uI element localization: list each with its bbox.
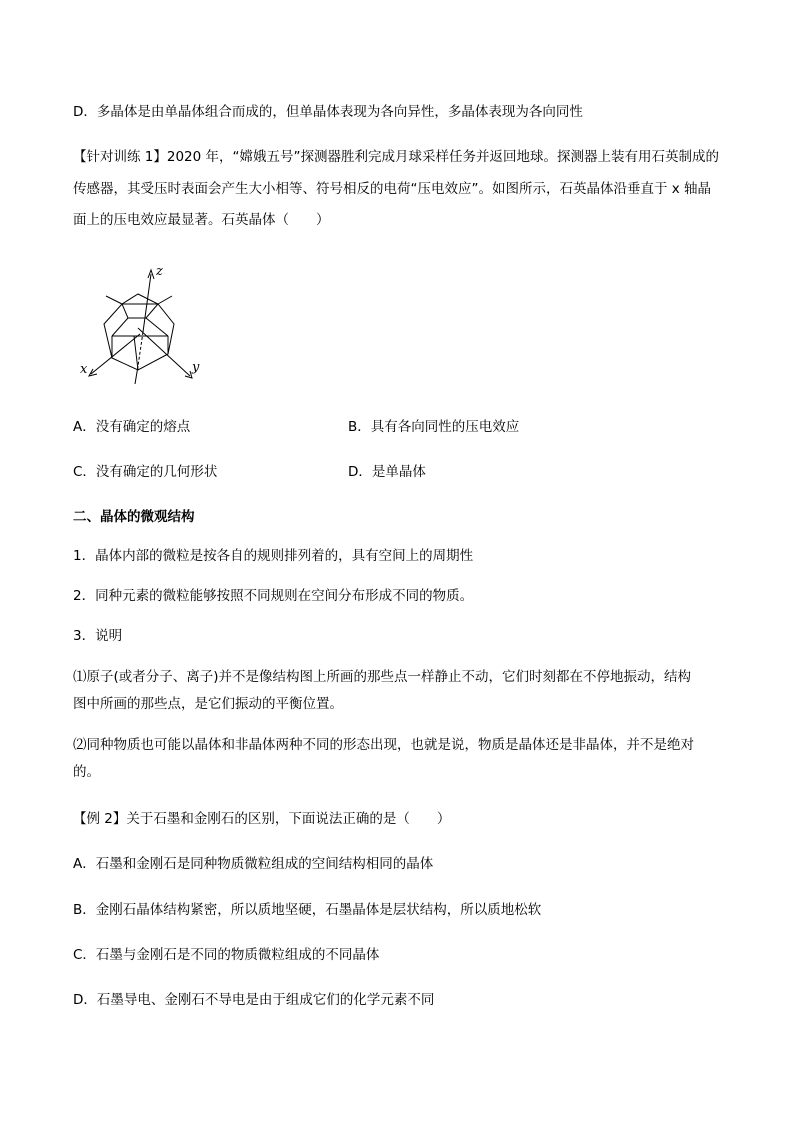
section-item-2: 2．同种元素的微粒能够按照不同规则在空间分布形成不同的物质。 (73, 588, 474, 604)
quartz-crystal-figure (76, 262, 206, 387)
training-stem-line2: 传感器，其受压时表面会产生大小相等、符号相反的电荷“压电效应”。如图所示，石英晶体沿垂直于 x 轴晶 (73, 181, 712, 197)
example-2-option-c: C．石墨与金刚石是不同的物质微粒组成的不同晶体 (73, 947, 380, 963)
example-2-option-d: D．石墨导电、金刚石不导电是由于组成它们的化学元素不同 (73, 992, 435, 1008)
crystal-outline (104, 304, 174, 370)
note-2-line-2: 的。 (73, 764, 100, 780)
y-axis (138, 328, 190, 376)
note-2-line-1: ⑵同种物质也可能以晶体和非晶体两种不同的形态出现，也就是说，物质是晶体还是非晶体，并不是绝对 (73, 737, 694, 753)
section-item-1: 1．晶体内部的微粒是按各自的规则排列着的，具有空间上的周期性 (73, 548, 474, 564)
example-2-option-b: B．金刚石晶体结构紧密，所以质地坚硬，石墨晶体是层状结构，所以质地松软 (73, 902, 542, 918)
x-axis-label: x (80, 362, 88, 377)
z-axis-label: z (156, 264, 163, 279)
training-option-d: D．是单晶体 (348, 464, 426, 480)
training-stem-line1: 【针对训练 1】2020 年，“嫦娥五号”探测器胜利完成月球采样任务并返回地球。探测器上装有用石英制成的 (73, 149, 720, 165)
section-item-3: 3．说明 (73, 628, 123, 644)
training-stem-line3: 面上的压电效应最显著。石英晶体（ ） (73, 212, 330, 228)
example-2-option-a: A．石墨和金刚石是同种物质微粒组成的空间结构相同的晶体 (73, 856, 434, 872)
training-option-c: C．没有确定的几何形状 (73, 464, 218, 480)
note-1-line-2: 图中所画的那些点，是它们振动的平衡位置。 (73, 696, 343, 712)
z-axis (143, 274, 151, 332)
example-2-stem: 【例 2】关于石墨和金刚石的区别，下面说法正确的是（ ） (73, 811, 451, 827)
section-heading: 二、晶体的微观结构 (73, 509, 195, 525)
crystal-top-face (122, 294, 158, 318)
training-option-a: A．没有确定的熔点 (73, 419, 191, 435)
quartz-crystal-drawing (76, 262, 206, 387)
prev-option-d: D．多晶体是由单晶体组合而成的，但单晶体表现为各向异性，多晶体表现为各向同性 (73, 104, 583, 120)
y-axis-label: y (192, 360, 200, 375)
training-option-b: B．具有各向同性的压电效应 (348, 419, 520, 435)
note-1-line-1: ⑴原子(或者分子、离子)并不是像结构图上所画的那些点一样静止不动，它们时刻都在不停地振动，结构 (73, 669, 692, 685)
